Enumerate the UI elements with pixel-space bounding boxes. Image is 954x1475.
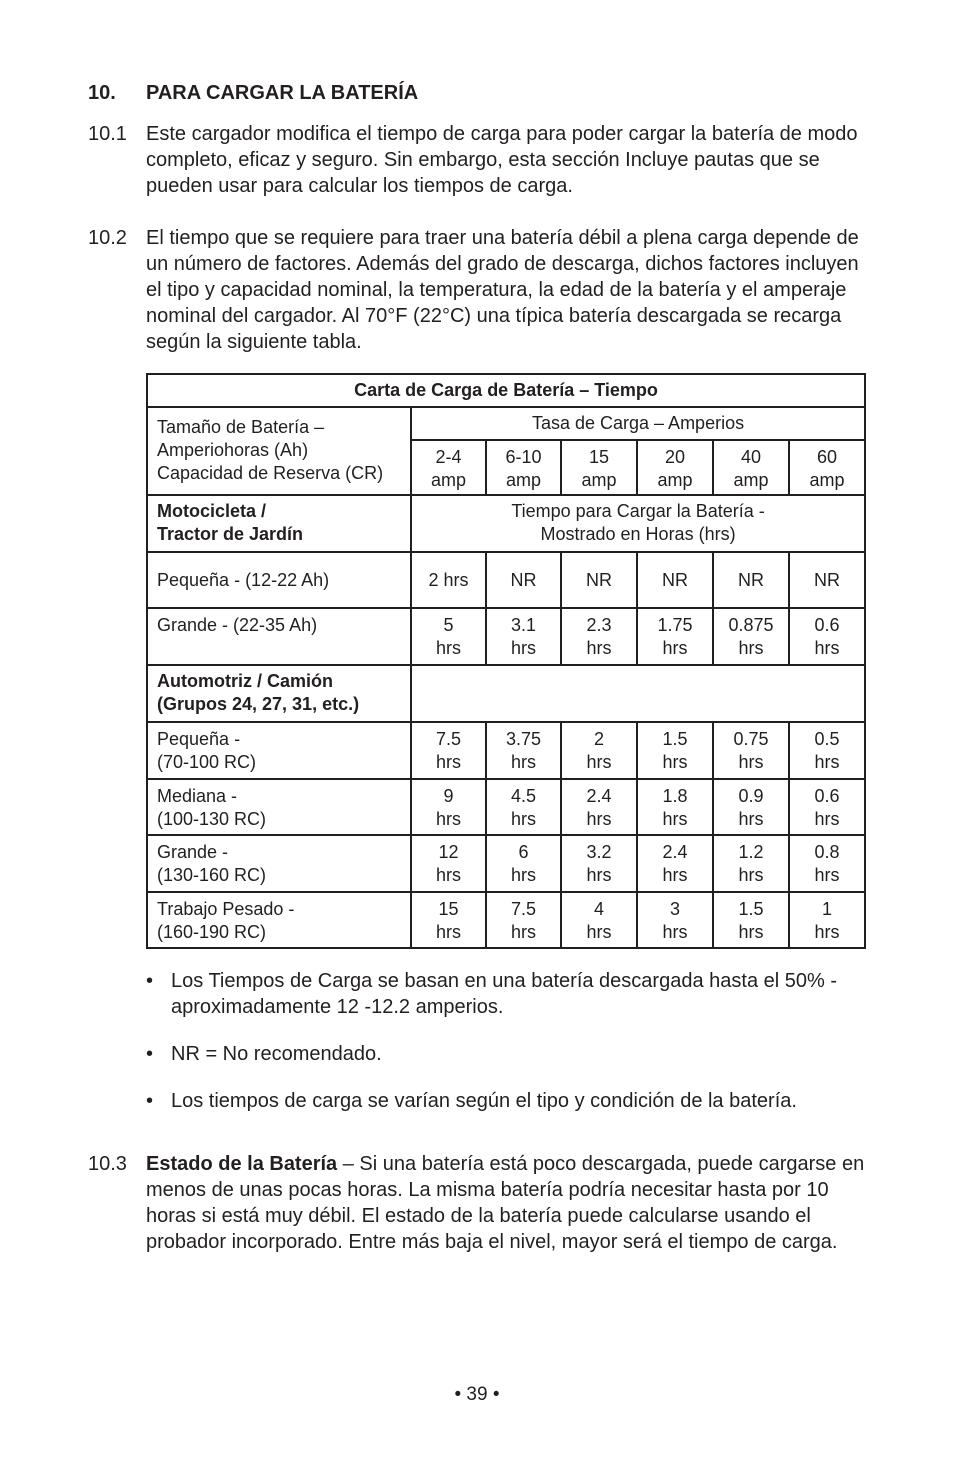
time-cell: 0.6 hrs bbox=[789, 608, 865, 665]
paragraph-10-2 bbox=[88, 225, 878, 355]
size-header-line: Capacidad de Reserva (CR) bbox=[157, 463, 384, 483]
amp-cell: 20 amp bbox=[637, 440, 713, 495]
time-cell: 1.2 hrs bbox=[713, 835, 789, 892]
time-cell: 4 hrs bbox=[561, 892, 637, 948]
time-cell: 4.5 hrs bbox=[486, 779, 561, 835]
time-cell: NR bbox=[486, 552, 561, 608]
paragraph-text: El tiempo que se requiere para traer una batería débil a plena carga depende de un número de factores. Además del grado de descarga, dichos factores incluyen el tipo y capacidad nominal, la temperatura, la edad de la batería y el amperaje nominal del cargador. Al 70°F (22°C) una típica batería descargada se recarga según la siguiente tabla. bbox=[146, 227, 859, 353]
time-cell: 1.5 hrs bbox=[637, 722, 713, 779]
bullet-text: Los tiempos de carga se varían según el tipo y condición de la batería. bbox=[171, 1090, 797, 1112]
size-header-line: Amperiohoras (Ah) bbox=[157, 440, 309, 460]
amp-cell: 2-4 amp bbox=[411, 440, 486, 495]
paragraph-text bbox=[146, 1151, 878, 1255]
section-heading bbox=[88, 82, 418, 105]
paragraph-bold-lead: Estado de la Batería bbox=[146, 1153, 338, 1175]
size-header-line: Tamaño de Batería – bbox=[157, 417, 325, 437]
paragraph-10-3 bbox=[88, 1151, 878, 1255]
time-cell: 0.9 hrs bbox=[713, 779, 789, 835]
section-title: PARA CARGAR LA BATERÍA bbox=[146, 82, 419, 104]
rate-header: Tasa de Carga – Amperios bbox=[411, 407, 865, 440]
time-cell: 3.1 hrs bbox=[486, 608, 561, 665]
auto-category-label: Automotriz / Camión (Grupos 24, 27, 31, etc.) bbox=[147, 665, 411, 722]
time-cell: 7.5 hrs bbox=[486, 892, 561, 948]
time-cell: 1.8 hrs bbox=[637, 779, 713, 835]
row-label: Pequeña - (12-22 Ah) bbox=[147, 552, 411, 608]
amp-cell: 40 amp bbox=[713, 440, 789, 495]
size-header bbox=[147, 407, 411, 495]
time-cell: 0.75 hrs bbox=[713, 722, 789, 779]
amp-cell: 60 amp bbox=[789, 440, 865, 495]
time-cell: 9 hrs bbox=[411, 779, 486, 835]
time-cell: 2.4 hrs bbox=[561, 779, 637, 835]
time-cell: 0.5 hrs bbox=[789, 722, 865, 779]
time-cell: NR bbox=[637, 552, 713, 608]
charge-time-table bbox=[146, 373, 866, 949]
time-cell: 3.2 hrs bbox=[561, 835, 637, 892]
time-cell: 0.875 hrs bbox=[713, 608, 789, 665]
time-cell: 3.75 hrs bbox=[486, 722, 561, 779]
row-label: Grande - (130-160 RC) bbox=[147, 835, 411, 892]
row-label: Trabajo Pesado - (160-190 RC) bbox=[147, 892, 411, 948]
time-cell: NR bbox=[789, 552, 865, 608]
bullet-dot: • bbox=[146, 1043, 154, 1065]
bullet-item bbox=[146, 968, 866, 1020]
time-cell: 2.4 hrs bbox=[637, 835, 713, 892]
time-cell: 7.5 hrs bbox=[411, 722, 486, 779]
time-header: Tiempo para Cargar la Batería - Mostrado en Horas (hrs) bbox=[411, 495, 865, 552]
time-cell: NR bbox=[713, 552, 789, 608]
bullet-dot: • bbox=[146, 1090, 154, 1112]
bullet-dot: • bbox=[146, 970, 154, 992]
bullet-text: Los Tiempos de Carga se basan en una batería descargada hasta el 50% - aproximadamente 12 -12.2 amperios. bbox=[171, 970, 837, 1018]
time-cell: 1 hrs bbox=[789, 892, 865, 948]
row-label: Mediana - (100-130 RC) bbox=[147, 779, 411, 835]
table-title: Carta de Carga de Batería – Tiempo bbox=[147, 374, 865, 407]
page-number: • 39 • bbox=[454, 1384, 500, 1405]
row-label: Grande - (22-35 Ah) bbox=[147, 608, 411, 665]
time-cell: 6 hrs bbox=[486, 835, 561, 892]
time-cell: 0.8 hrs bbox=[789, 835, 865, 892]
time-cell: 2 hrs bbox=[561, 722, 637, 779]
time-cell: 2 hrs bbox=[411, 552, 486, 608]
time-cell: 1.5 hrs bbox=[713, 892, 789, 948]
moto-category-label: Motocicleta / Tractor de Jardín bbox=[147, 495, 411, 552]
amp-cell: 15 amp bbox=[561, 440, 637, 495]
row-label: Pequeña - (70-100 RC) bbox=[147, 722, 411, 779]
section-number: 10. bbox=[88, 82, 116, 104]
empty-cell bbox=[411, 665, 865, 722]
paragraph-body: – Si una batería está poco descargada, puede cargarse en menos de unas pocas horas. La misma batería podría necesitar hasta por 10 horas si está muy débil. El estado de la batería puede calcularse usando el probador incorporado. Entre más baja el nivel, mayor será el tiempo de carga. bbox=[146, 1153, 865, 1253]
paragraph-number: 10.1 bbox=[88, 123, 127, 145]
time-cell: 2.3 hrs bbox=[561, 608, 637, 665]
time-cell: 3 hrs bbox=[637, 892, 713, 948]
bullet-text: NR = No recomendado. bbox=[171, 1043, 382, 1065]
paragraph-number: 10.2 bbox=[88, 227, 127, 249]
bullet-item bbox=[146, 1041, 866, 1067]
time-cell: 0.6 hrs bbox=[789, 779, 865, 835]
paragraph-number: 10.3 bbox=[88, 1153, 127, 1175]
time-cell: 12 hrs bbox=[411, 835, 486, 892]
paragraph-text: Este cargador modifica el tiempo de carga para poder cargar la batería de modo completo, eficaz y seguro. Sin embargo, esta sección Incluye pautas que se pueden usar para calcular los tiempos de carga. bbox=[146, 123, 858, 197]
time-cell: 5 hrs bbox=[411, 608, 486, 665]
time-cell: 1.75 hrs bbox=[637, 608, 713, 665]
bullet-item bbox=[146, 1088, 866, 1114]
time-cell: NR bbox=[561, 552, 637, 608]
amp-cell: 6-10 amp bbox=[486, 440, 561, 495]
time-cell: 15 hrs bbox=[411, 892, 486, 948]
paragraph-10-1 bbox=[88, 121, 878, 199]
